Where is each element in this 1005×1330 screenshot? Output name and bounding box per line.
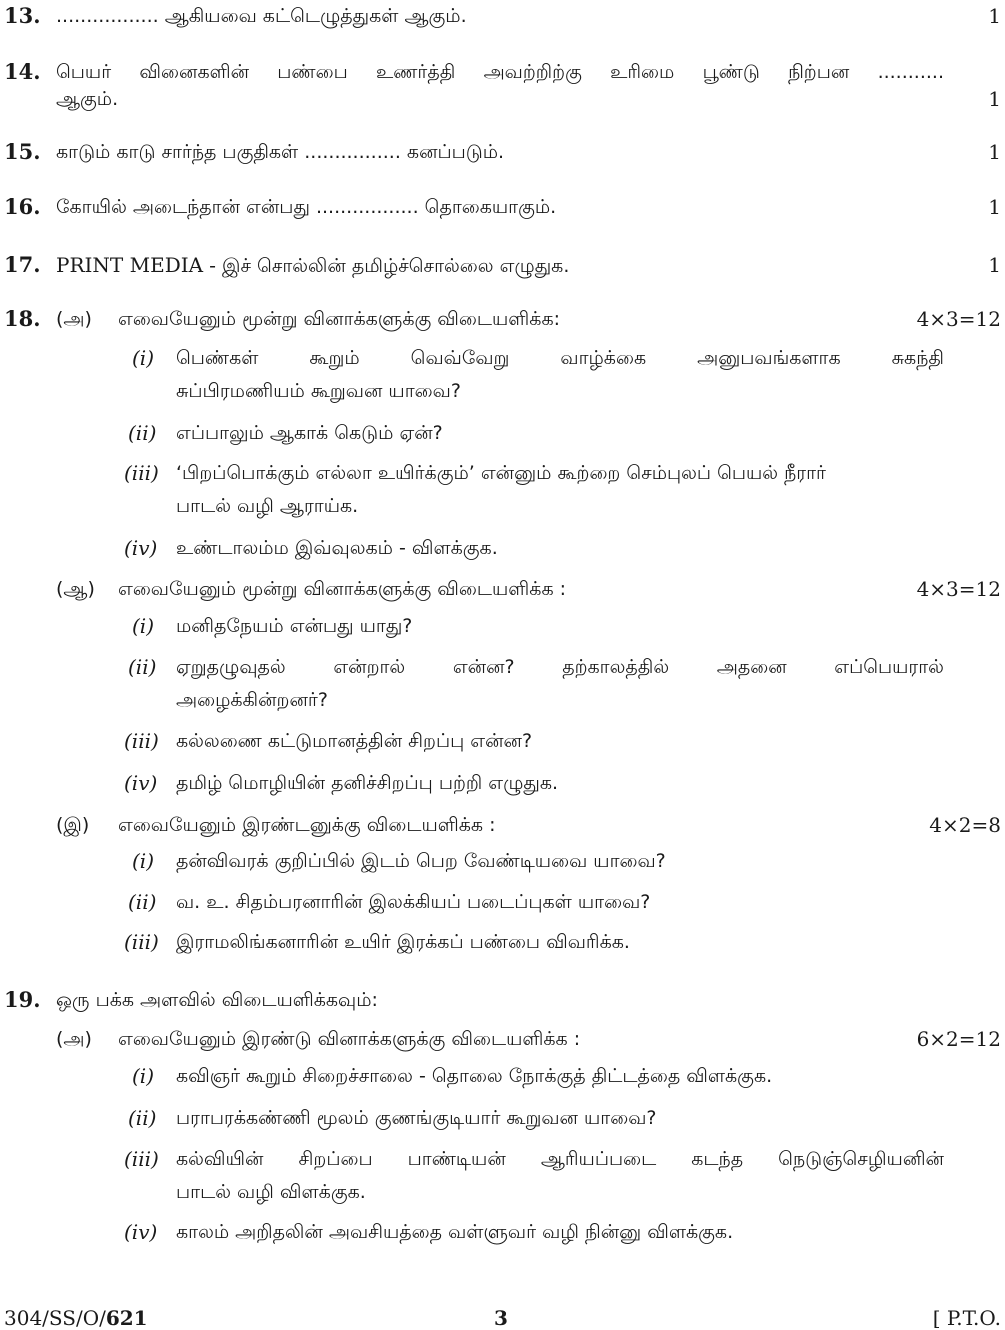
word: கல்வியின் [176,1148,264,1170]
q19-a-instruction: எவையேனும் இரண்டு வினாக்களுக்கு விடையளிக்க : [118,1028,581,1050]
q18-aa-iv-roman: (iv) [124,771,158,795]
paper-code [4,1306,148,1330]
question-number-19: 19. [4,987,41,1012]
q18-a-marks: 4×3=12 [916,307,1001,331]
pto-marker: [ P.T.O. [932,1306,1001,1330]
word: பெயர் [56,61,112,83]
word: அனுபவங்களாக [697,347,841,369]
question-14-line2: ஆகும். [56,88,119,110]
question-13-text: ................. ஆகியவை கட்டெழுத்துகள் ஆகும். [56,5,467,27]
question-19-intro: ஒரு பக்க அளவில் விடையளிக்கவும்: [56,989,378,1011]
word: நெடுஞ்செழியனின் [778,1148,944,1170]
question-17-instruction: - இச் சொல்லின் தமிழ்ச்சொல்லை எழுதுக. [203,255,570,277]
word: சிறப்பை [298,1148,373,1170]
question-14-marks: 1 [988,87,1001,111]
q19-a-ii-roman: (ii) [128,1106,157,1130]
q18-i-i-text: தன்விவரக் குறிப்பில் இடம் பெற வேண்டியவை யாவை? [176,850,666,872]
q18-i-label: (இ) [56,814,90,836]
question-16-text: கோயில் அடைந்தான் என்பது ................. தொகையாகும். [56,196,557,218]
q18-a-i-roman: (i) [132,346,155,370]
word: சுகந்தி [891,347,944,369]
word: அதனை [716,656,787,678]
word: ........... [877,61,944,83]
q18-aa-iii-roman: (iii) [124,729,159,753]
page-number: 3 [494,1306,508,1330]
q18-aa-instruction: எவையேனும் மூன்று வினாக்களுக்கு விடையளிக்க : [118,578,567,600]
question-16-marks: 1 [988,195,1001,219]
question-17-marks: 1 [988,253,1001,277]
question-number-17: 17. [4,252,41,277]
question-number-15: 15. [4,139,41,164]
question-number-18: 18. [4,306,41,331]
q19-a-i-roman: (i) [132,1064,155,1088]
word: என்ன? [452,656,515,678]
word: அவற்றிற்கு [483,61,582,83]
q18-a-ii-text: எப்பாலும் ஆகாக் கெடும் ஏன்? [176,422,443,444]
q18-a-iii-line2: பாடல் வழி ஆராய்க. [176,495,359,517]
word: நிற்பன [788,61,850,83]
word: வினைகளின் [139,61,250,83]
question-number-16: 16. [4,194,41,219]
q18-a-ii-roman: (ii) [128,421,157,445]
q18-i-ii-text: வ. உ. சிதம்பரனாரின் இலக்கியப் படைப்புகள் யாவை? [176,891,651,913]
question-17-english-term: PRINT MEDIA [56,253,204,277]
word: பூண்டு [702,61,760,83]
q18-i-marks: 4×2=8 [929,813,1001,837]
question-13-marks: 1 [988,4,1001,28]
q18-a-iii-line1: ‘பிறப்பொக்கும் எல்லா உயிர்க்கும்’ என்னும் கூற்றை செம்புலப் பெயல் நீரார் [176,462,826,484]
q19-a-iv-roman: (iv) [124,1220,158,1244]
q18-aa-ii-roman: (ii) [128,655,157,679]
word: தற்காலத்தில் [562,656,670,678]
q18-aa-ii-line2: அழைக்கின்றனர்? [176,689,328,711]
q18-aa-marks: 4×3=12 [916,577,1001,601]
q18-a-label: (அ) [56,308,92,330]
word: எப்பெயரால் [834,656,944,678]
paper-code-number: 621 [105,1306,148,1330]
q18-i-ii-roman: (ii) [128,890,157,914]
q19-a-ii-text: பராபரக்கண்ணி மூலம் குணங்குடியார் கூறுவன யாவை? [176,1107,657,1129]
q18-aa-label: (ஆ) [56,578,95,600]
word: உரிமை [610,61,675,83]
q18-i-iii-roman: (iii) [124,930,159,954]
q18-i-instruction: எவையேனும் இரண்டனுக்கு விடையளிக்க : [118,814,496,836]
q18-i-iii-text: இராமலிங்கனாரின் உயிர் இரக்கப் பண்பை விவரிக்க. [176,931,630,953]
q18-a-i-line2: சுப்பிரமணியம் கூறுவன யாவை? [176,380,461,402]
q18-aa-iii-text: கல்லணை கட்டுமானத்தின் சிறப்பு என்ன? [176,730,533,752]
word: கடந்த [691,1148,744,1170]
q18-aa-i-text: மனிதநேயம் என்பது யாது? [176,615,413,637]
word: பாண்டியன் [407,1148,506,1170]
q19-a-iv-text: காலம் அறிதலின் அவசியத்தை வள்ளுவர் வழி நின்னு விளக்குக. [176,1221,734,1243]
q19-a-i-text: கவிஞர் கூறும் சிறைச்சாலை - தொலை நோக்குத் திட்டத்தை விளக்குக. [176,1065,773,1087]
q18-a-iv-text: உண்டாலம்ம இவ்வுலகம் - விளக்குக. [176,537,498,559]
q18-aa-i-roman: (i) [132,614,155,638]
q18-a-iii-roman: (iii) [124,461,159,485]
q18-aa-ii-line1 [176,655,944,679]
word: உணர்த்தி [376,61,456,83]
word: என்றால் [333,656,406,678]
q19-a-label: (அ) [56,1028,92,1050]
paper-code-prefix: 304/SS/O/ [4,1306,106,1330]
question-15-text: காடும் காடு சார்ந்த பகுதிகள் ................ கனப்படும். [56,141,505,163]
q19-a-iii-line1 [176,1147,944,1171]
word: ஏறுதழுவுதல் [176,656,286,678]
q19-a-marks: 6×2=12 [916,1027,1001,1051]
q18-aa-iv-text: தமிழ் மொழியின் தனிச்சிறப்பு பற்றி எழுதுக. [176,772,559,794]
q19-a-iii-line2: பாடல் வழி விளக்குக. [176,1181,366,1203]
word: கூறும் [309,347,360,369]
word: பண்பை [277,61,348,83]
question-17-text [56,253,569,278]
question-number-13: 13. [4,3,41,28]
q18-i-i-roman: (i) [132,849,155,873]
q19-a-iii-roman: (iii) [124,1147,159,1171]
word: வெவ்வேறு [410,347,510,369]
question-number-14: 14. [4,59,41,84]
q18-a-instruction: எவையேனும் மூன்று வினாக்களுக்கு விடையளிக்க: [118,308,561,330]
word: வாழ்க்கை [560,347,647,369]
question-14-line1 [56,60,944,84]
word: ஆரியப்படை [540,1148,657,1170]
question-15-marks: 1 [988,140,1001,164]
q18-a-i-line1 [176,346,944,370]
word: பெண்கள் [176,347,259,369]
q18-a-iv-roman: (iv) [124,536,158,560]
